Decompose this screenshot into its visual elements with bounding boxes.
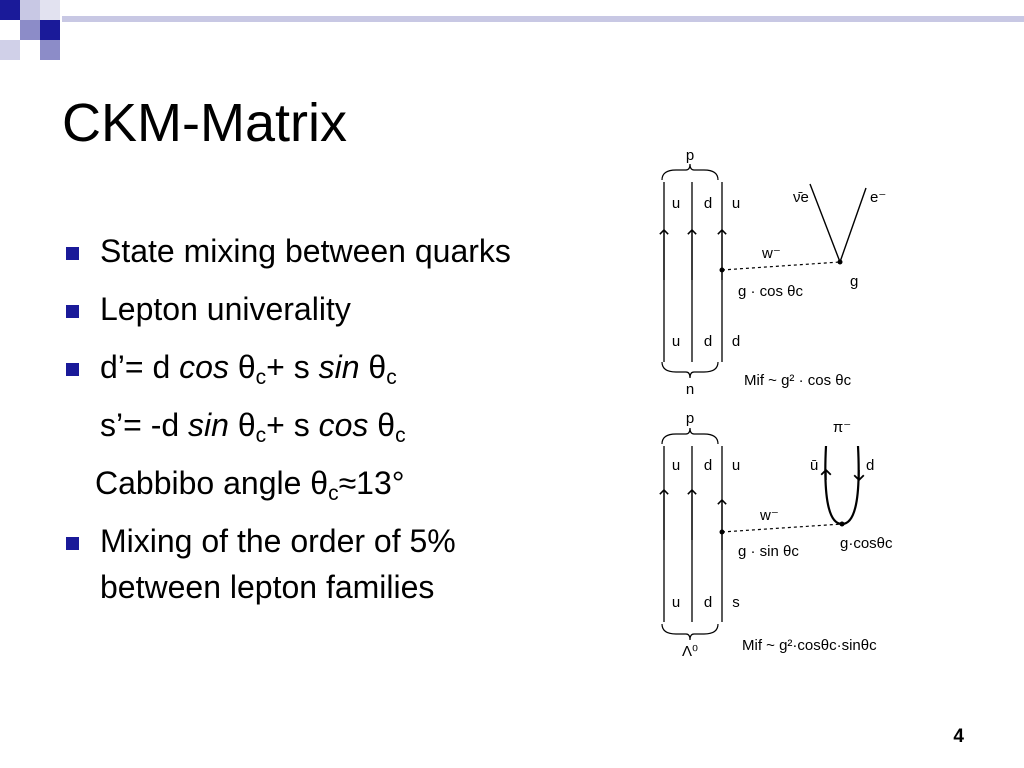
proton-label: p	[685, 147, 695, 164]
boson-label: w⁻	[760, 507, 779, 524]
brace-bottom	[662, 624, 718, 640]
vertex-coupling-label: g · sin θc	[738, 543, 799, 560]
pion-label: π⁻	[832, 419, 852, 436]
w-boson-line	[722, 262, 840, 270]
antiquark-label: ū	[810, 457, 819, 474]
quark-label: u	[731, 195, 741, 212]
equation-s-prime: s’= -d $\sin \theta_c+ s$ $\cos \theta_c$	[100, 407, 406, 447]
cabbibo-angle: Cabbibo angle $\theta_c\approx 13^\circ$	[95, 465, 405, 505]
quark-label: u	[731, 457, 741, 474]
quark-label: d	[703, 333, 713, 350]
page-number: 4	[953, 726, 964, 747]
vertex-coupling-label: g	[850, 273, 859, 290]
boson-label: w⁻	[762, 245, 781, 262]
lambda-label: Λ⁰	[681, 643, 699, 660]
equation-d-prime: d’= d $\cos \theta_c+ s$ $\sin \theta_c$	[100, 349, 397, 389]
quark-label: u	[671, 594, 681, 611]
brace-bottom	[662, 362, 718, 378]
quark-label: u	[671, 195, 681, 212]
diagram-lambda-decay	[662, 410, 893, 660]
neutron-label: n	[685, 381, 695, 398]
bullet-marker	[66, 537, 79, 550]
diagram-neutron-decay	[662, 147, 886, 398]
quark-label: d	[703, 594, 713, 611]
quark-label: d	[703, 457, 713, 474]
brace-top	[662, 164, 718, 180]
bullet-text: State mixing between quarks	[100, 233, 511, 269]
quark-label: u	[671, 333, 681, 350]
w-boson-line	[722, 524, 842, 532]
quark-label: u	[671, 457, 681, 474]
brace-top	[662, 428, 718, 444]
proton-label: p	[685, 410, 695, 427]
quark-label: d	[731, 333, 741, 350]
page-title: CKM-Matrix	[62, 93, 347, 153]
amplitude-label: Mif ~ g² · cos θc	[744, 372, 852, 389]
quark-label: d	[866, 457, 875, 474]
quark-label: d	[703, 195, 713, 212]
bullet-marker	[66, 247, 79, 260]
bullet-text: Mixing of the order of 5%	[100, 523, 456, 559]
bullet-text: Lepton univerality	[100, 291, 351, 327]
quark-label: s	[732, 594, 740, 611]
bullet-marker	[66, 305, 79, 318]
antineutrino-label: ν̄e	[793, 189, 809, 206]
vertex-coupling-label: g·cosθc	[840, 535, 893, 552]
header-decoration	[0, 0, 1024, 62]
feynman-diagrams	[628, 140, 918, 665]
electron-line	[840, 188, 866, 262]
bullet-marker	[66, 363, 79, 376]
antineutrino-line	[810, 184, 840, 262]
vertex-coupling-label: g · cos θc	[738, 283, 804, 300]
electron-label: e⁻	[870, 189, 887, 206]
bullet-text-continued: between lepton families	[100, 569, 435, 605]
pion-quark-loop	[825, 446, 858, 524]
amplitude-label: Mif ~ g²·cosθc·sinθc	[742, 637, 877, 654]
